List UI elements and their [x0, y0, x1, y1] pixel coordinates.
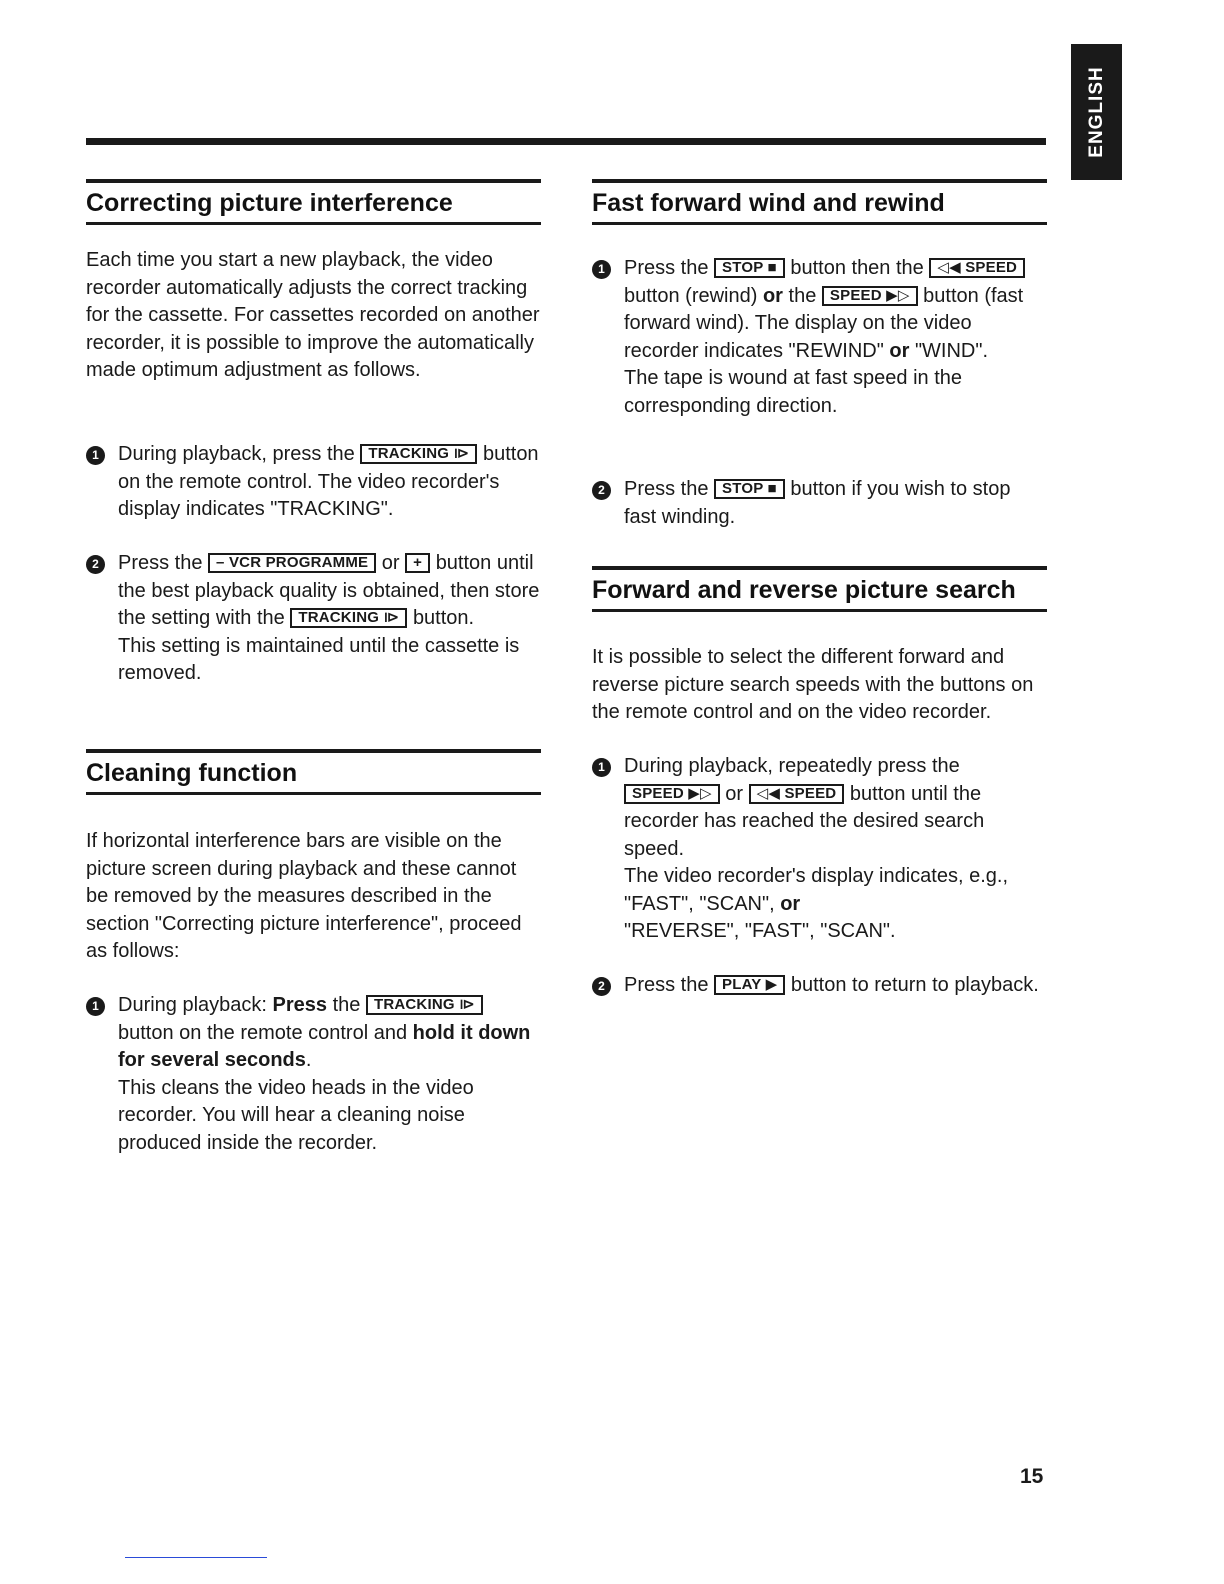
step-bold-text: or: [780, 892, 801, 915]
step-note: This setting is maintained until the cassette is removed.: [118, 634, 520, 684]
step-note: The tape is wound at fast speed in the corresponding direction.: [624, 367, 962, 417]
correcting-section: [86, 179, 541, 684]
step-number-icon: 2: [592, 481, 611, 500]
step-number-icon: 1: [592, 758, 611, 777]
wind-heading: Fast forward wind and rewind: [592, 179, 1047, 225]
step-number-icon: 1: [86, 446, 105, 465]
correcting-step-2: [86, 550, 541, 688]
step-text: During playback:: [118, 994, 267, 1016]
page-number: 15: [1020, 1465, 1044, 1488]
step-text: button on the remote control and: [118, 1021, 408, 1044]
step-text: button until the best playback quality is obtained, then store the setting with the: [118, 552, 540, 629]
top-rule: [86, 138, 1046, 145]
cleaning-step-1: [86, 992, 541, 1157]
step-note: [624, 863, 1047, 946]
step-text: button if you wish to stop fast winding.: [624, 478, 1011, 528]
tracking-button: TRACKING ⧐: [290, 608, 407, 628]
step-text: button on the remote control. The video recorder's display indicates "TRACKING".: [118, 443, 539, 520]
cleaning-heading: Cleaning function: [86, 749, 541, 795]
step-text: or: [725, 782, 744, 805]
search-section: [592, 566, 1047, 996]
step-text: The video recorder's display indicates, e.g., "FAST", "SCAN",: [624, 865, 1009, 915]
rewind-speed-button: ◁◀ SPEED: [929, 258, 1025, 278]
search-heading: Forward and reverse picture search: [592, 566, 1047, 612]
step-text: During playback, repeatedly press the: [624, 755, 960, 777]
bottom-decoration-line: [125, 1557, 267, 1558]
correcting-step-1: [86, 441, 541, 524]
step-text: button to return to playback.: [790, 974, 1039, 996]
cleaning-section: [86, 749, 541, 1154]
step-text: "WIND".: [914, 339, 989, 362]
forward-speed-button: SPEED ▶▷: [624, 784, 720, 804]
plus-button: +: [405, 553, 430, 573]
cleaning-intro: If horizontal interference bars are visible on the picture screen during playback and these cannot be removed by the measures described in the section "Correcting picture interference", proceed as follows:: [86, 830, 522, 962]
step-note: This cleans the video heads in the video recorder. You will hear a cleaning noise produced inside the recorder.: [118, 1076, 474, 1154]
stop-button: STOP ■: [714, 479, 785, 499]
search-step-1: [592, 753, 1047, 946]
step-text: Press the: [624, 257, 709, 279]
correcting-heading: Correcting picture interference: [86, 179, 541, 225]
step-bold-text: hold it down for several seconds: [118, 1021, 531, 1071]
language-tab-label: ENGLISH: [1085, 66, 1107, 158]
step-text: button until the recorder has reached the desired search speed.: [624, 782, 985, 860]
step-bold-text: or: [762, 284, 783, 307]
step-text: Press the: [118, 552, 203, 574]
step-text: Press the: [624, 974, 709, 996]
step-text: or: [381, 552, 400, 574]
tracking-button: TRACKING ⧐: [360, 444, 477, 464]
forward-speed-button: SPEED ▶▷: [822, 286, 918, 306]
stop-button: STOP ■: [714, 258, 785, 278]
step-text: button then the: [790, 257, 924, 279]
step-number-icon: 2: [592, 977, 611, 996]
play-button: PLAY ▶: [714, 975, 785, 995]
language-tab: [1071, 44, 1122, 180]
correcting-intro: Each time you start a new playback, the video recorder automatically adjusts the correct tracking for the cassette. For cassettes recorded on another recorder, it is possible to improve the automatically made optimum adjustment as follows.: [86, 249, 540, 381]
wind-step-2: [592, 476, 1047, 531]
step-number-icon: 2: [86, 555, 105, 574]
search-intro: It is possible to select the different forward and reverse picture search speeds with the buttons on the remote control and on the video recorder.: [592, 646, 1034, 723]
step-number-icon: 1: [592, 260, 611, 279]
step-bold-text: or: [889, 339, 910, 362]
step-text: button (rewind): [624, 284, 758, 307]
wind-step-1: [592, 255, 1047, 420]
step-bold-text: Press: [272, 994, 328, 1016]
step-text: Press the: [624, 478, 709, 500]
step-text: .: [305, 1049, 312, 1071]
step-text: the: [332, 994, 361, 1016]
step-text: button (fast forward wind). The display on the video recorder indicates "REWIND": [624, 284, 1024, 362]
step-text: button.: [412, 607, 475, 629]
rewind-speed-button: ◁◀ SPEED: [749, 784, 845, 804]
wind-section: [592, 179, 1047, 528]
step-text: the: [788, 284, 817, 307]
step-text: During playback, press the: [118, 443, 355, 465]
search-step-2: [592, 972, 1047, 1000]
step-text: "REVERSE", "FAST", "SCAN".: [624, 920, 896, 942]
tracking-button: TRACKING ⧐: [366, 995, 483, 1015]
step-number-icon: 1: [86, 997, 105, 1016]
vcr-programme-minus-button: – VCR PROGRAMME: [208, 553, 376, 573]
